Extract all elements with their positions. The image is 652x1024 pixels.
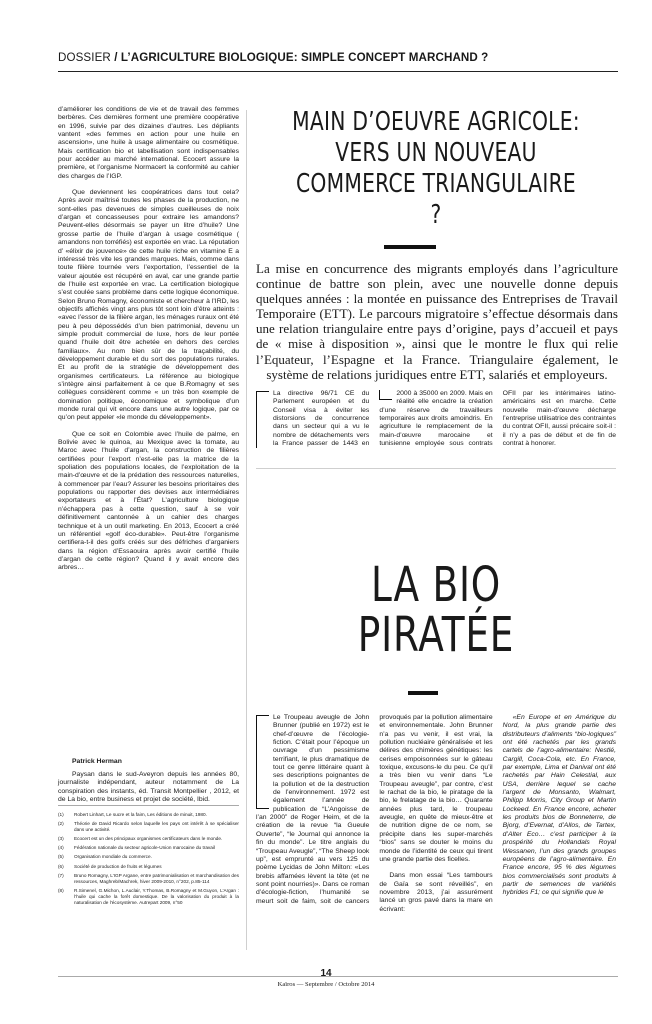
article1-headline: MAIN D’OEUVRE AGRICOLE: VERS UN NOUVEAU COMMERCE TRIANGULAIRE ? [292,107,580,230]
article1-lead: La mise en concurrence des migrants employés dans l’agriculture continue de battre son plein, avec une nouvelle donne depuis quelques années : la montée en puissance des Entreprises de Travail Temporaire (ETT). Le parcours migratoire s’effectue désormais dans une relation triangulaire entre pays d’origine, pays d’accueil et pays de « mise à disposition », ainsi que le montre le flux qui relie l’Equateur, l’Espagne et la France. Triangulaire également, le système de relations juridiques entre ETT, salariés et employeurs. [256,261,618,382]
footnotes-divider [58,805,239,806]
footnote-text: Robert Linhart, Le sucre et la faim, Les éditions de minuit, 1980. [74,812,207,817]
left-paragraph-2: Que deviennent les coopératrices dans tout cela? Après avoir maîtrisé toutes les phases de la production, ne sont-elles pas devenues de simples cueilleuses de noix d’argan et concasseuses pour extraire les amandons? Peuvent-elles désormais se payer un litre d’huile? Une grosse partie de l’huile d’argan à usage cosmétique ( amandons non torréfiés) est exportée en vrac. La réputation d’ «élixir de jouvence» de cette huile riche en vitamine E a intéressé très vite les grandes marques. Mais, comme dans toute filière tournée vers l’exportation, l’essentiel de la valeur ajoutée est récupéré en aval, car une grande partie de l’huile est exportée en vrac. La certification biologique s’est coulée sans problème dans cette logique économique. Selon Bruno Romagny, économiste et chercheur à l’IRD, les objectifs affichés vingt ans plus tôt sont loin d’être atteints : «avec l’essor de la filière argan, les ménages ruraux ont été peu à peu dépossédés d’un bien patrimonial, devenu un simple produit commercial de luxe, hors de leur portée quand l’huile doit être achetée en dehors des cercles familiaux». Au nom bien sûr de la traçabilité, du développement durable et du sort des populations rurales. Et au profit de la stratégie de développement des organismes certificateurs. La référence au biologique s’intègre ainsi parfaitement à ce que B.Romagny et ses collègues considèrent comme « un très bon exemple de domination politique, économique et symbolique d’un monde rural qui vit encore dans une autre logique, par ce qu’on peut appeler «le monde du développement». [58,189,239,422]
left-column [58,106,239,573]
footnote [58,888,239,906]
article2-paragraph-2: Dans mon essai “Les tambours de Gaïa se sont réveillés”, en novembre 2013, j’ai assurément lancé un gros pavé dans la mare en écrivant: [379,872,493,913]
footnote-text: Ecocert est un des principaux organismes certificateurs dans le monde. [74,836,223,842]
article2-headline-line2: PIRATÉE [357,607,515,663]
article2-headline [291,557,581,663]
footnote-number: (6) [58,863,64,869]
page-number: 14 [320,968,332,979]
article1-headline-rule [384,245,436,249]
footnote [58,836,239,842]
footnote-text: R.Simenel, G.Michon, L.Auclair, Y.Thomas, B.Romagny et M.Guyon, L’Argan : l’huile qui cache la forêt domestique. De la valorisation du produit à la naturalisation de l’écosystème. Autrepart 2009, n°50 [74,887,239,906]
footnotes [58,812,239,909]
footnote-number: (8) [58,887,64,893]
footnote-text: Société de production de fruits et légumes [74,863,162,869]
article1-body [256,390,616,448]
article2-body [256,714,616,914]
footnote-text: Organisation mondiale du commerce. [74,854,152,860]
footnote [58,845,239,851]
section-header [58,51,618,67]
dossier-title: L’AGRICULTURE BIOLOGIQUE: SIMPLE CONCEPT MARCHAND ? [120,51,489,64]
footnote-number: (1) [58,812,64,817]
footnote-text: Bruno Romagny, L’IGP Argane, entre patrimonialisation et marchandisation des ressources, Maghreb/Machrek, hiver 2009-2010, n°202, p.85-114 [74,872,239,884]
footnote-number: (7) [58,872,64,878]
footnote [58,873,239,885]
dropcap-bracket [256,715,269,809]
author-bio [58,771,239,804]
footnote [58,821,239,833]
footnote-number: (2) [58,821,64,827]
footnote-number: (3) [58,836,64,842]
article2-paragraph-1: Le Troupeau aveugle de John Brunner (publié en 1972) est le chef-d’œuvre de l’écologie-fiction. C’était pour l’époque un ouvrage d’un pessimisme terrifiant, le plus dramatique de tout ce genre littéraire quant à ses descriptions poignantes de la pollution et de la destruction de l’environnement. 1972 est également l’année de publication de “L’Angoisse de l’an 2000” de Roger Heim, et de la création de la revue “la Gueule Ouverte”, “le Journal qui annonce la fin du monde”. Le titre anglais du “Troupeau Aveugle”, “The Sheep look up”, est emprunté au vers 125 du poème Lycidas de John Milton: «Les brebis affamées lèvent la tête (et ne sont point nourries)». Dans ce roman d’écologie-fiction, l’humanité se meurt soit de faim, soit de cancers provoqués par la pollution alimentaire et environnementale. John Brunner n’a pas vu venir, il est vrai, la pollution nucléaire généralisée et les délires des chimères génétiques: les cerises empoisonnées sur le gâteau toxique, excusons-le du peu. Ce qu’il a très bien vu venir dans “Le Troupeau aveugle”, par contre, c’est le rachat de la bio, le piratage de la bio, le frelatage de la bio… Quarante années plus tard, le troupeau aveugle, en quête de mieux-être et de nutrition digne de ce nom, se précipite dans les super-marchés “bios” sans se douter le moins du monde de l’identité de ceux qui tirent une grande partie des ficelles. [256,714,493,905]
column-divider [246,110,247,950]
footnote [58,812,239,818]
article1-body-text: La directive 96/71 CE du Parlement européen et du Conseil visa à éviter les distorsions de concurrence dans un secteur qui a vu le nombre de détachements vers la France passer de 1443 en 2000 à 35000 en 2009. Mais en réalité elle encadre la création d’une réserve de travailleurs temporaires aux droits amoindris. En agriculture le remplacement de la main-d’œuvre marocaine et tunisienne employée sous contrats OFII par les intérimaires latino-américains est en marche. Cette nouvelle main-d’œuvre décharge l’entreprise utilisatrice des contraintes du contrat OFII, aussi précaire soit-il : il n’y a pas de début et de fin de contrat à honorer. [273,390,616,448]
footnote [58,864,239,870]
article2-paragraph-3: «En Europe et en Amérique du Nord, la plus grande partie des distributeurs d’aliments “bio-logiques” ont été rachetés par les grands cartels de l’agro-alimentaire: Nestlé, Cargill, Coca-Cola, etc. En France, par exemple, Lima et Danival ont été rachetés par Hain Celestial, aux USA, derrière lequel se cache l’argent de Monsanto, Walmart, Philipp Morris, City Group et Martin Lockeed. En France encore, acheter les produits bios de Bonneterre, de Bjorg, d’Evernat, d’Allos, de Tartex, d’Alter Eco… c’est participer à la prospérité du Hollandals Royal Wessanen, l’un des grands groupes européens de l’agro-alimentaire. En France encore, 95 % des légumes bios commercialisés sont produits à partir de semences de variétés hybrides F1; ce qui signifie que le [502,714,616,897]
article-separator [256,468,616,469]
footnote-text: Théorie de David Ricardo selon laquelle les pays ont intérêt à se spécialiser dans une activité. [74,821,239,833]
header-divider [58,71,618,72]
article2-headline-line1: LA BIO [370,557,502,613]
author-bio-text: Paysan dans le sud-Aveyron depuis les années 80, journaliste indépendant, auteur notamment de La conspiration des instants, éd. Transit Montpellier , 2012, et de La bio, entre business et projet de société, Ibid. [58,771,239,804]
section-label: DOSSIER [58,51,111,64]
footnote-number: (5) [58,854,64,860]
left-paragraph-3: Que ce soit en Colombie avec l’huile de palme, en Bolivie avec le quinoa, au Mexique avec la tomate, au Maroc avec l’huile d’argan, la construction de filières certifiées pour l’export n’est-elle pas la matrice de la spoliation des populations locales, de l’exploitation de la main-d’œuvre et de la prédation des ressources naturelles, à commencer par l’eau? Assurer les besoins prioritaires des populations ou rapporter des devises aux intermédiaires exportateurs et à l’État? L’agriculture biologique n’échappera pas à cette question, sauf à se voir définitivement cantonnée à un cahier des charges technique et à un outil marketing. En 2013, Ecocert a créé un référentiel «golf éco-durable». Peut-être l’organisme certifiera-t-il des golfs créés sur des défriches d’arganiers dans la région d’Essaouira après avoir certifié l’huile d’argan de cette région? Quand il y avait encore des arbres… [58,430,239,572]
footnote-text: Fédération nationale du secteur agricole-Union marocaine du travail [74,845,215,851]
article2-headline-rule [408,691,438,695]
footnote [58,854,239,860]
footnote-number: (4) [58,845,64,851]
author-signature: Patrick Herman [72,758,122,765]
left-paragraph-1: d’améliorer les conditions de vie et de travail des femmes berbères. Ces dernières forment une première coopérative en 1996, suivie par des dizaines d’autres. Les dépliants vantent «des femmes en action pour une huile en ascension», une huile à usage alimentaire ou cosmétique. Mais certification bio et labellisation sont indispensables pour accéder au marché international. Ecocert assure la première, et l’organisme Normacert la conformité au cahier des charges de l’IGP. [58,106,239,180]
publication-footer: Kaïros — Septembre / Octobre 2014 [277,981,375,988]
header-separator: / [110,51,121,64]
